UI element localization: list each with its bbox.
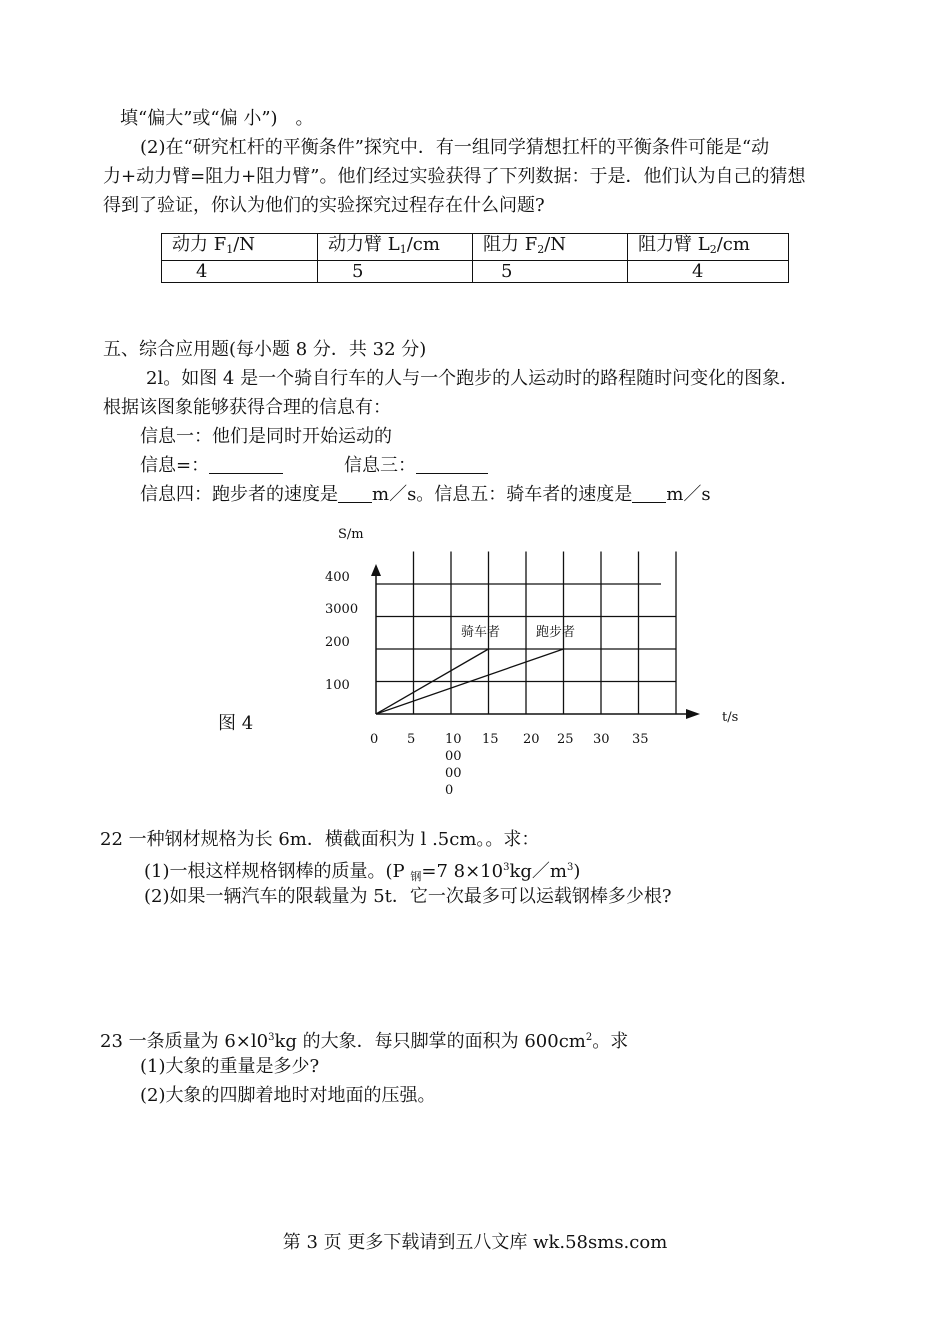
q23-line1 xyxy=(100,1025,628,1055)
table-cell: 5 xyxy=(473,261,628,283)
q21-line2: 根据该图象能够获得合理的信息有： xyxy=(103,397,391,418)
q21-info3-label: 信息三： xyxy=(344,455,416,476)
q21-info2-label: 信息=： xyxy=(140,455,210,476)
table-header-cell: 动力 $F_1/N$ xyxy=(162,234,318,261)
q21-line1: 2l。如图 4 是一个骑自行车的人与一个跑步的人运动时的路程随时问变化的图象． xyxy=(146,368,799,389)
x-tick-label: 25 xyxy=(557,732,574,747)
x-tick-label: 0 xyxy=(370,732,379,747)
x-tick-label: 35 xyxy=(632,732,649,747)
q20-fill-hint: 填“偏大”或“偏 小”) 。 xyxy=(120,108,314,129)
x-tick-label: 10 xyxy=(445,732,462,747)
q20-part2-line2: 力+动力臂=阻力+阻力臂”。他们经过实验获得了下列数据：于是．他们认为自己的猜想 xyxy=(103,166,806,187)
q22-line2-text: =7 8×10 xyxy=(421,861,504,882)
q23-superscript: 3 xyxy=(268,1032,275,1043)
page-footer: 第 3 页 更多下载请到五八文库 wk.58sms.com xyxy=(282,1232,668,1253)
table-cell: 5 xyxy=(318,261,473,283)
q22-line1: 22 一种钢材规格为长 6m．横截面积为 l .5cm。。求： xyxy=(100,829,540,850)
q22-line3: (2)如果一辆汽车的限载量为 5t．它一次最多可以运载钢棒多少根? xyxy=(144,886,672,907)
q23-line1-text: 。求 xyxy=(592,1031,629,1052)
table-header-cell: 阻力臂 $L_2/cm$ xyxy=(628,234,789,261)
table-cell: 4 xyxy=(162,261,318,283)
x-tick-extra: 00 xyxy=(445,766,462,781)
q20-part2-line3: 得到了验证，你认为他们的实验探究过程存在什么问题? xyxy=(103,195,545,216)
q22-superscript: 3 xyxy=(503,862,510,873)
q23-superscript: 2 xyxy=(585,1032,593,1043)
x-tick-label: 5 xyxy=(407,732,416,747)
q20-part2-line1: (2)在“研究杠杆的平衡条件”探究中．有一组同学猜想扛杆的平衡条件可能是“动 xyxy=(140,137,770,158)
x-axis-arrow xyxy=(686,709,700,719)
x-tick-label: 15 xyxy=(482,732,499,747)
q23-line1-text: 23 一条质量为 6×l0 xyxy=(100,1031,269,1052)
y-tick-label: 400 xyxy=(325,570,350,585)
x-tick-label: 20 xyxy=(523,732,540,747)
q21-info5-text: m／s。信息五：骑车者的速度是 xyxy=(372,484,633,505)
y-tick-label: 3000 xyxy=(325,602,359,617)
table-header-cell: 动力臂 $L_1/cm$ xyxy=(318,234,473,261)
q22-line2-text: kg／m xyxy=(509,861,567,882)
x-tick-extra: 00 xyxy=(445,749,462,764)
table-header-cell: 阻力 $F_2/N$ xyxy=(473,234,628,261)
q21-info1: 信息一：他们是同时开始运动的 xyxy=(140,426,392,447)
table-cell: 4 xyxy=(628,261,789,283)
y-tick-label: 200 xyxy=(325,635,350,650)
chart-y-axis-label: S/m xyxy=(338,527,364,542)
y-tick-label: 100 xyxy=(325,678,350,693)
q23-line2: (1)大象的重量是多少? xyxy=(140,1056,320,1077)
x-tick-extra: 0 xyxy=(445,783,454,798)
chart-x-axis-label: t/s xyxy=(722,710,739,725)
q21-info4-text: 信息四：跑步者的速度是 xyxy=(140,484,338,505)
series-label-cyclist: 骑车者 xyxy=(461,625,501,640)
figure-4-label: 图 4 xyxy=(218,713,254,734)
q22-line2-text: ) xyxy=(573,861,581,882)
series-label-runner: 跑步者 xyxy=(536,625,576,640)
q22-line2-text: (1)一根这样规格钢棒的质量。(P xyxy=(144,861,411,882)
q23-line3: (2)大象的四脚着地时对地面的压强。 xyxy=(140,1085,436,1106)
q22-superscript: 3 xyxy=(566,862,574,873)
section-5-heading: 五、综合应用题(每小题 8 分．共 32 分) xyxy=(103,339,427,360)
x-tick-label: 30 xyxy=(593,732,610,747)
q23-line1-text: kg 的大象．每只脚掌的面积为 600cm xyxy=(274,1031,586,1052)
q22-subscript: 钢 xyxy=(410,870,422,883)
y-axis-arrow xyxy=(371,564,381,576)
q21-unit-text: m／s xyxy=(666,484,711,505)
